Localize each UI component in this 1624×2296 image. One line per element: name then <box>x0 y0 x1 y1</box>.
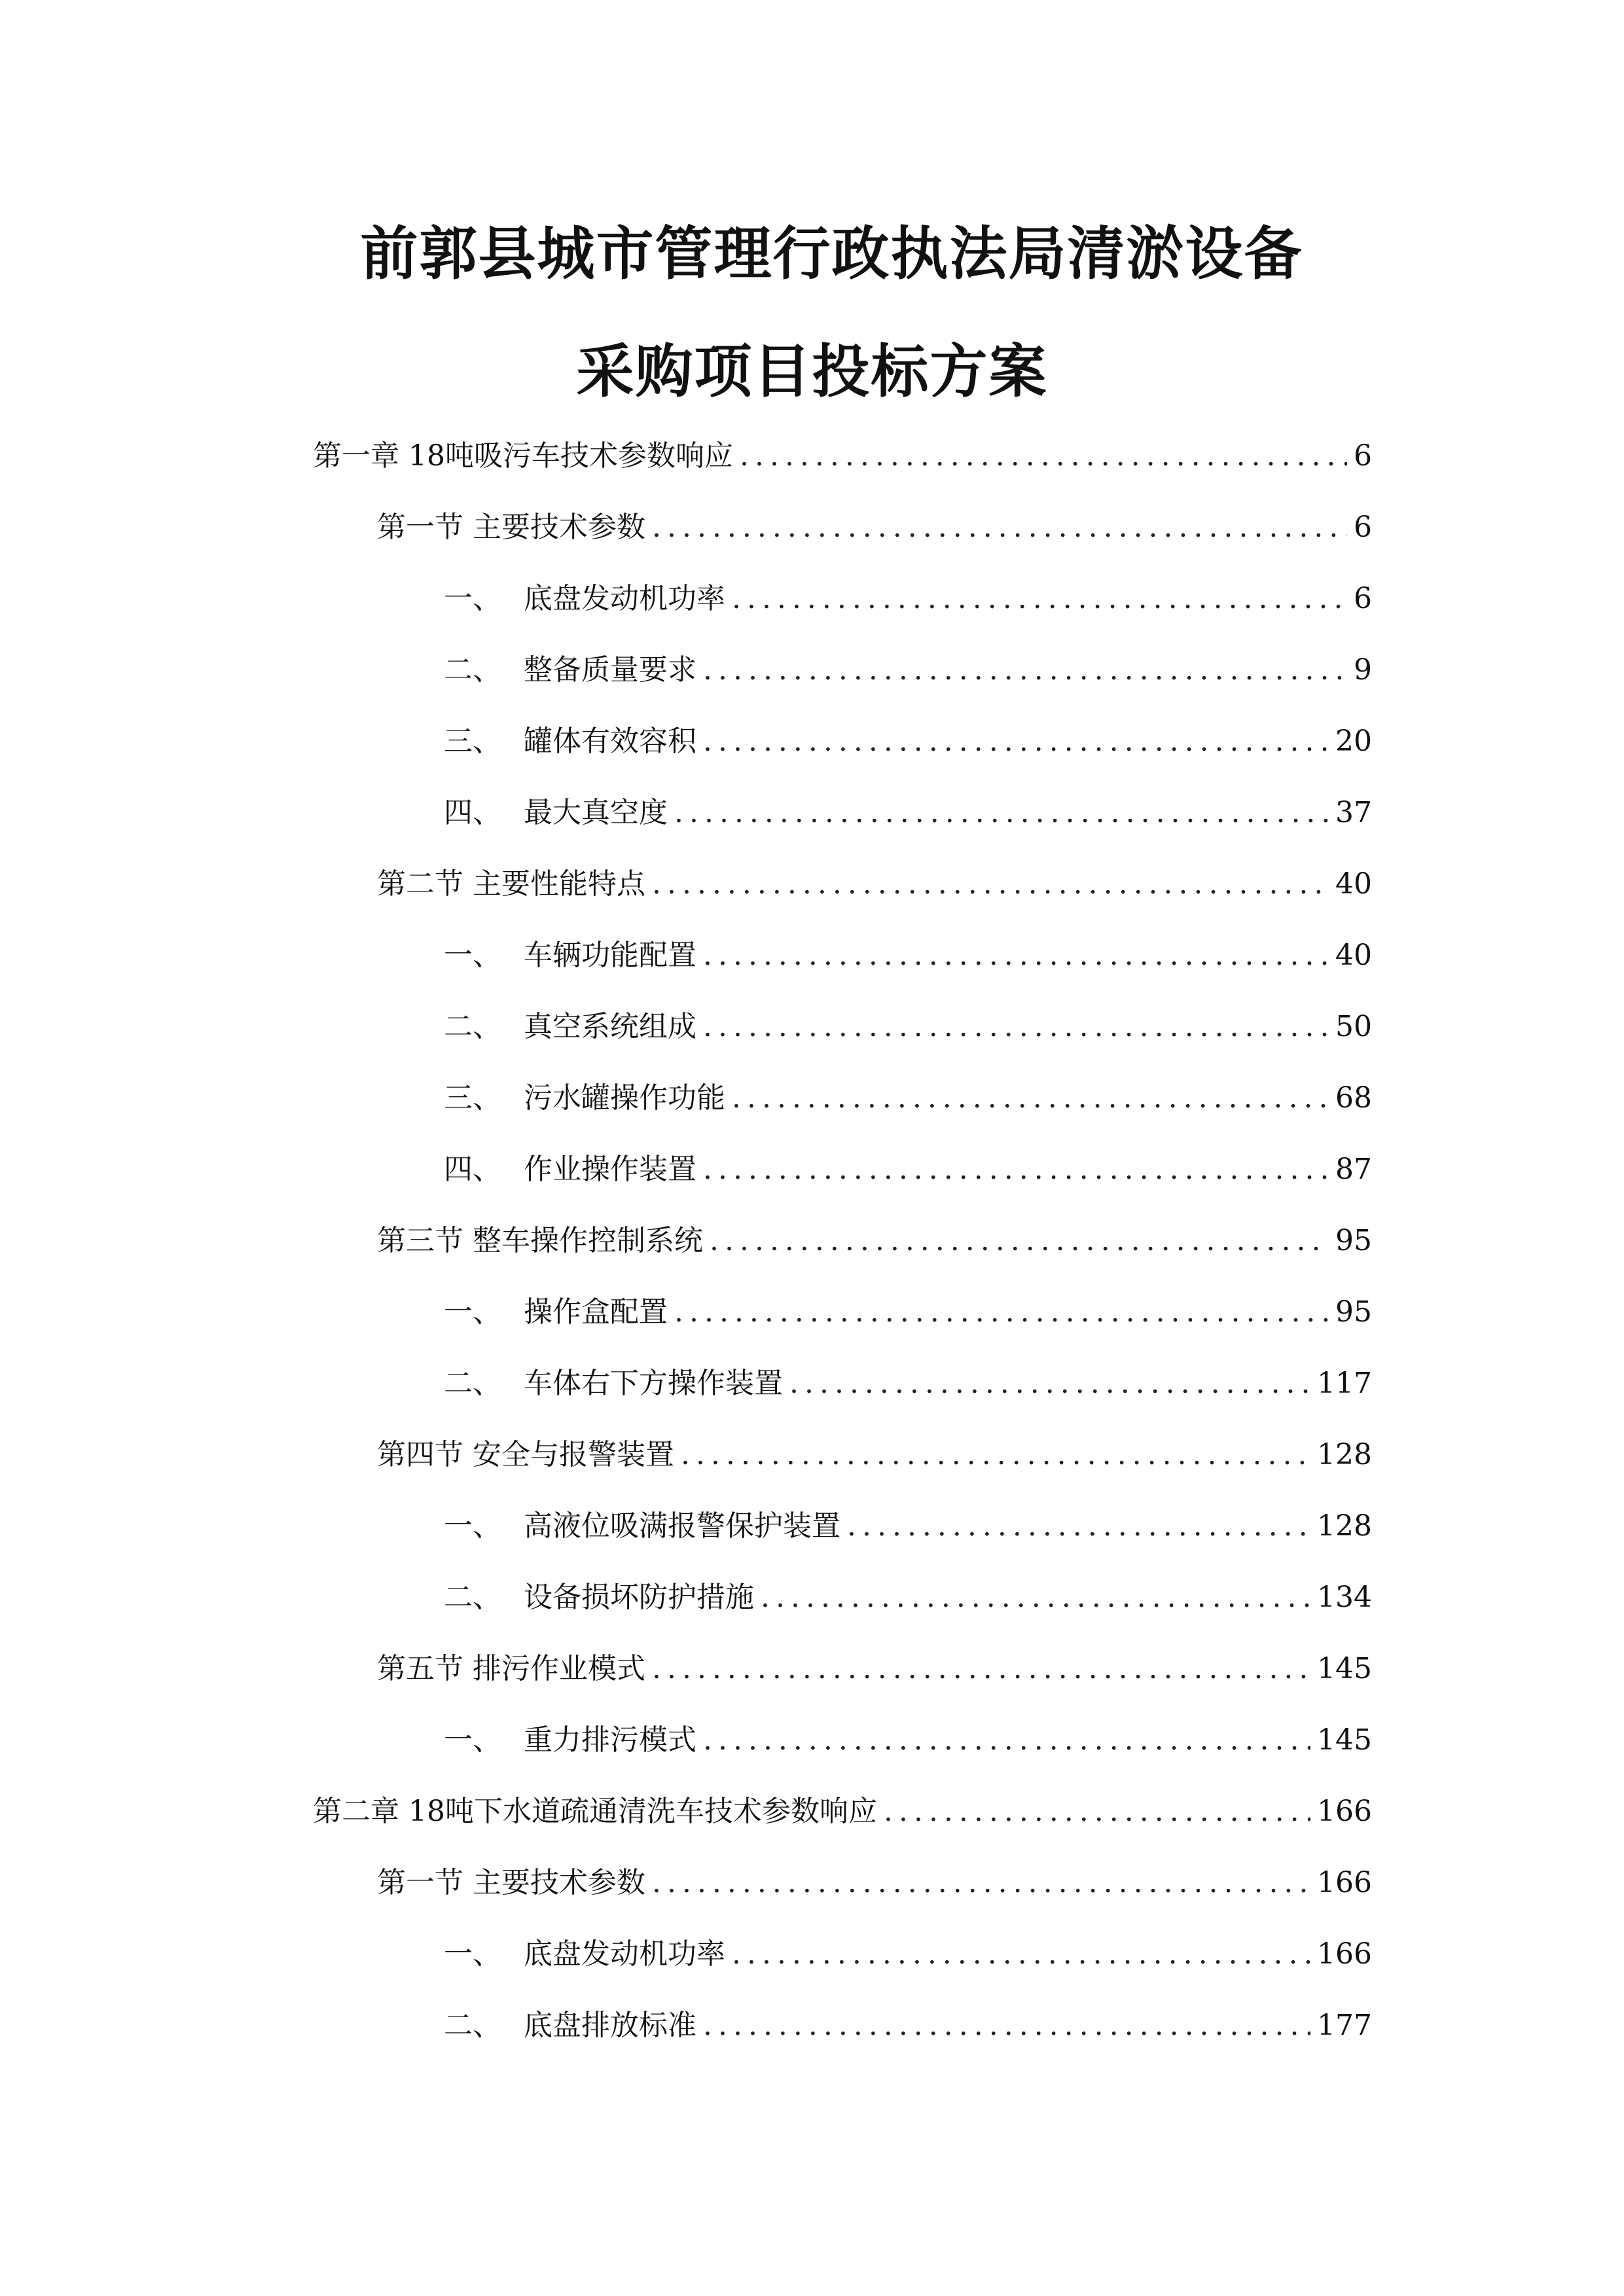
toc-entry-page-number: 166 <box>1317 1866 1372 1899</box>
toc-entry-number: 一、 <box>444 1937 501 1971</box>
toc-entry-page-number: 166 <box>1317 1795 1372 1828</box>
toc-dot-leader <box>674 790 1329 836</box>
toc-entry-page-number: 95 <box>1335 1295 1372 1329</box>
toc-entry-number: 一、 <box>444 1295 501 1329</box>
toc-entry[interactable] <box>377 505 1372 550</box>
toc-entry-label: 底盘排放标准 <box>524 2009 696 2042</box>
toc-entry-page-number: 177 <box>1317 2009 1372 2042</box>
toc-entry[interactable] <box>444 647 1372 693</box>
toc-entry-number: 二、 <box>444 2009 501 2042</box>
toc-dot-leader <box>732 1075 1329 1121</box>
toc-entry[interactable] <box>444 1004 1372 1050</box>
toc-entry[interactable] <box>444 790 1372 836</box>
toc-entry-label: 车辆功能配置 <box>524 939 696 972</box>
toc-dot-leader <box>703 933 1329 978</box>
toc-dot-leader <box>652 861 1329 907</box>
toc-entry-page-number: 134 <box>1317 1581 1372 1614</box>
toc-entry-page-number: 128 <box>1317 1509 1372 1543</box>
toc-dot-leader <box>703 647 1347 693</box>
toc-entry-label: 第一节 主要技术参数 <box>377 511 645 544</box>
toc-entry-page-number: 9 <box>1354 653 1372 687</box>
toc-dot-leader <box>789 1361 1310 1407</box>
toc-entry[interactable] <box>444 1289 1372 1335</box>
toc-dot-leader <box>703 1147 1329 1193</box>
toc-entry[interactable] <box>444 933 1372 978</box>
toc-entry[interactable] <box>444 719 1372 764</box>
toc-entry-number: 三、 <box>444 1081 501 1115</box>
toc-dot-leader <box>847 1503 1310 1549</box>
toc-entry[interactable] <box>377 861 1372 907</box>
toc-dot-leader <box>674 1289 1329 1335</box>
toc-entry[interactable] <box>444 1075 1372 1121</box>
toc-entry[interactable] <box>444 1931 1372 1977</box>
toc-entry-number: 三、 <box>444 725 501 758</box>
toc-entry[interactable] <box>377 1646 1372 1692</box>
toc-entry-page-number: 128 <box>1317 1438 1372 1471</box>
toc-entry[interactable] <box>444 1361 1372 1407</box>
toc-entry-page-number: 6 <box>1354 511 1372 544</box>
toc-entry-label: 第五节 排污作业模式 <box>377 1652 645 1685</box>
toc-entry[interactable] <box>444 2003 1372 2049</box>
toc-dot-leader <box>710 1218 1329 1264</box>
toc-entry-label: 操作盒配置 <box>524 1295 668 1329</box>
toc-entry-label: 作业操作装置 <box>524 1153 696 1186</box>
toc-entry-number: 一、 <box>444 1723 501 1757</box>
toc-entry-label: 底盘发动机功率 <box>524 1937 725 1971</box>
toc-entry-label: 重力排污模式 <box>524 1723 696 1757</box>
toc-dot-leader <box>732 1931 1310 1977</box>
toc-entry-label: 真空系统组成 <box>524 1010 696 1043</box>
toc-entry-label: 高液位吸满报警保护装置 <box>524 1509 840 1543</box>
toc-entry-label: 罐体有效容积 <box>524 725 696 758</box>
toc-entry-number: 二、 <box>444 653 501 687</box>
toc-dot-leader <box>681 1432 1310 1478</box>
toc-dot-leader <box>884 1789 1310 1835</box>
toc-entry-page-number: 87 <box>1335 1153 1372 1186</box>
toc-entry-number: 一、 <box>444 582 501 615</box>
toc-entry[interactable] <box>313 1789 1372 1835</box>
toc-entry-number: 二、 <box>444 1367 501 1400</box>
toc-entry-page-number: 95 <box>1335 1224 1372 1257</box>
toc-entry-label: 第一节 主要技术参数 <box>377 1866 645 1899</box>
toc-entry-label: 第四节 安全与报警装置 <box>377 1438 674 1471</box>
toc-entry-label: 第二章 18吨下水道疏通清洗车技术参数响应 <box>313 1795 877 1828</box>
toc-entry-number: 四、 <box>444 1153 501 1186</box>
toc-entry-page-number: 6 <box>1354 439 1372 473</box>
document-title-line-1: 前郭县城市管理行政执法局清淤设备 <box>360 220 1303 287</box>
toc-entry-label: 第二节 主要性能特点 <box>377 867 645 901</box>
toc-dot-leader <box>703 2003 1310 2049</box>
document-title-line-2: 采购项目投标方案 <box>576 338 1048 405</box>
toc-dot-leader <box>652 1646 1310 1692</box>
toc-entry[interactable] <box>444 1147 1372 1193</box>
toc-dot-leader <box>652 505 1347 550</box>
toc-entry-page-number: 40 <box>1335 867 1372 901</box>
toc-entry-page-number: 37 <box>1335 796 1372 829</box>
toc-dot-leader <box>703 1004 1329 1050</box>
toc-dot-leader <box>703 719 1329 764</box>
toc-entry-page-number: 6 <box>1354 582 1372 615</box>
toc-dot-leader <box>652 1860 1310 1906</box>
toc-entry[interactable] <box>377 1218 1372 1264</box>
toc-entry-label: 第一章 18吨吸污车技术参数响应 <box>313 439 733 473</box>
toc-entry-number: 一、 <box>444 1509 501 1543</box>
toc-entry[interactable] <box>377 1432 1372 1478</box>
toc-entry[interactable] <box>444 1575 1372 1621</box>
toc-dot-leader <box>761 1575 1310 1621</box>
toc-entry[interactable] <box>313 433 1372 479</box>
toc-entry-page-number: 20 <box>1335 725 1372 758</box>
toc-entry-number: 四、 <box>444 796 501 829</box>
toc-entry-label: 底盘发动机功率 <box>524 582 725 615</box>
toc-entry-number: 一、 <box>444 939 501 972</box>
toc-dot-leader <box>732 576 1347 622</box>
toc-entry-label: 污水罐操作功能 <box>524 1081 725 1115</box>
toc-dot-leader <box>703 1717 1310 1763</box>
toc-entry[interactable] <box>444 576 1372 622</box>
toc-entry-page-number: 50 <box>1335 1010 1372 1043</box>
toc-entry[interactable] <box>377 1860 1372 1906</box>
toc-entry-page-number: 40 <box>1335 939 1372 972</box>
toc-entry-label: 设备损坏防护措施 <box>524 1581 754 1614</box>
toc-entry[interactable] <box>444 1503 1372 1549</box>
toc-entry-page-number: 68 <box>1335 1081 1372 1115</box>
toc-entry-page-number: 117 <box>1317 1367 1372 1400</box>
toc-entry-label: 最大真空度 <box>524 796 668 829</box>
toc-entry[interactable] <box>444 1717 1372 1763</box>
toc-entry-page-number: 145 <box>1317 1652 1372 1685</box>
toc-entry-page-number: 145 <box>1317 1723 1372 1757</box>
toc-entry-page-number: 166 <box>1317 1937 1372 1971</box>
toc-entry-label: 车体右下方操作装置 <box>524 1367 783 1400</box>
toc-dot-leader <box>740 433 1347 479</box>
toc-entry-number: 二、 <box>444 1010 501 1043</box>
toc-entry-number: 二、 <box>444 1581 501 1614</box>
toc-entry-label: 第三节 整车操作控制系统 <box>377 1224 703 1257</box>
toc-entry-label: 整备质量要求 <box>524 653 696 687</box>
